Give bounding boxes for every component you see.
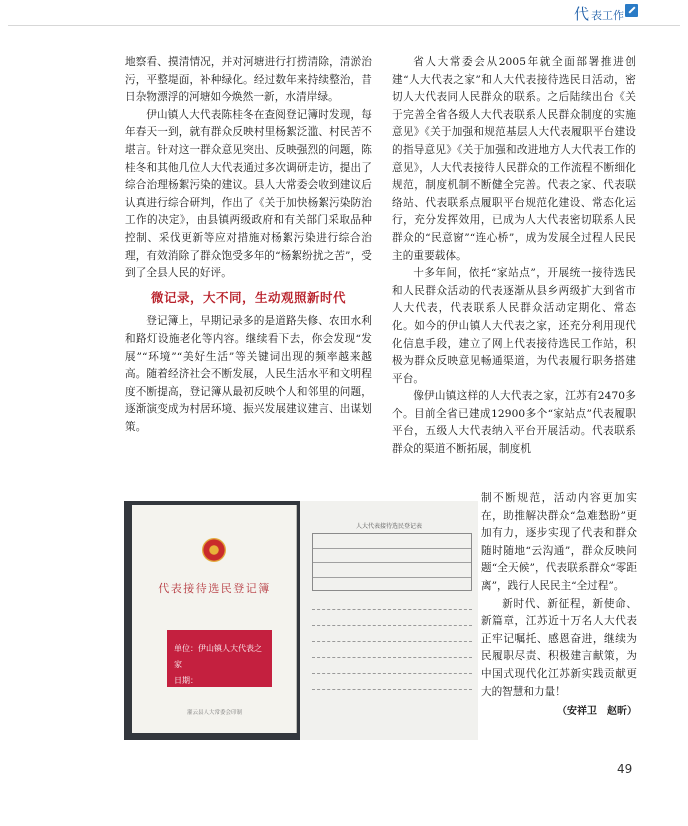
register-form-page <box>300 501 478 740</box>
register-form-title: 人大代表接待选民登记表 <box>355 523 422 530</box>
unit-label: 单位： <box>174 644 198 653</box>
paragraph: 新时代、新征程，新使命、新篇章，江苏近十万名人大代表正牢记嘱托、感恩奋进，继续为民履职尽责、积极建言献策，为中国式现代化江苏新实践贡献更大的智慧和力量！ <box>481 597 637 698</box>
paragraph: 像伊山镇这样的人大代表之家，江苏有2470多个。目前全省已建成12900多个“家站点”代表履职平台，五级人大代表纳入平台开展活动。代表联系群众的渠道不断拓展，制度机 <box>392 390 636 456</box>
book-title: 代表接待选民登记簿 <box>158 582 271 595</box>
section-header-initial: 代 <box>573 5 589 23</box>
handwriting-line <box>312 673 472 674</box>
register-book-photo <box>124 501 478 740</box>
left-column <box>125 54 372 436</box>
handwriting-line <box>312 657 472 658</box>
paragraph: 伊山镇人大代表陈桂冬在查阅登记簿时发现，每年春天一到，就有群众反映村里杨絮泛滥、村民苦不堪言。针对这一群众意见突出、反映强烈的问题，陈桂冬和其他几位人大代表通过多次调研走访，提出了综合治理杨絮污染的建议。县人大常委会收到建议后认真进行综合研判，作出了《关于加快杨絮污染防治工作的决定》，由县镇两级政府和有关部门采取品种控制、采伐更新等应对措施对杨絮污染进行综合治理，有效消除了群众饱受多年的“杨絮纷扰之苦”，受到了全县人民的好评。 <box>125 108 372 280</box>
date-label: 日期： <box>174 676 198 685</box>
paragraph: 十多年间，依托“家站点”，开展统一接待选民和人民群众活动的代表逐渐从县乡两级扩大到省市人大代表，代表联系人民群众活动定期化、常态化。如今的伊山镇人大代表之家，还充分利用现代化信息手段，建立了网上代表接待选民工作站，积极为群众反映意见畅通渠道，为代表履行职务搭建平台。 <box>392 267 636 385</box>
book-publisher: 灌云县人大常委会印制 <box>186 710 242 716</box>
handwriting-line <box>312 625 472 626</box>
handwriting-line <box>312 689 472 690</box>
section-header <box>574 3 624 24</box>
header-divider <box>8 25 680 26</box>
handwriting-line <box>312 609 472 610</box>
paragraph: 省人大常委会从2005年就全面部署推进创建“人大代表之家”和人大代表接待选民日活动，密切人大代表同人民群众的联系。之后陆续出台《关于完善全省各级人大代表联系人民群众制度的实施意见》《关于加强和规范基层人大代表履职平台建设的指导意见》《关于加强和改进地方人大代表工作的意见》，人大代表接待人民群众的工作流程不断细化规范，制度机制不断健全完善。代表之家、代表联络站、代表联系点履职平台规范化建设、常态化运行，充分发挥效用，已成为人大代表密切联系人民群众的“民意窗”“连心桥”，成为发展全过程人民民主的重要载体。 <box>392 56 636 262</box>
register-book-cover <box>132 505 297 733</box>
national-emblem-icon <box>202 538 226 562</box>
section-heading: 微记录，大不同，生动观照新时代 <box>150 289 346 305</box>
paragraph: 制不断规范，活动内容更加实在，助推解决群众“急难愁盼”更加有力，逐步实现了代表和群众随时随地“云沟通”，群众反映问题“全天候”，代表联系群众“零距离”，践行人民民主“全过程”。 <box>481 492 637 592</box>
page-number: 49 <box>617 762 633 776</box>
magazine-page <box>8 0 680 826</box>
author-signature: （安祥卫 赵昕） <box>557 706 637 718</box>
pencil-icon <box>625 4 638 17</box>
wrap-column <box>481 490 637 721</box>
unit-value: 伊山镇人大代表之家 <box>174 644 262 669</box>
section-header-rest: 表工作 <box>591 9 624 22</box>
right-column <box>392 54 636 459</box>
register-form-grid <box>312 533 472 591</box>
paragraph: 登记簿上，早期记录多的是道路失修、农田水利和路灯设施老化等内容。继续看下去，你会发现“发展”“环境”“美好生活”等关键词出现的频率越来越高。随着经济社会不断发展，人民生活水平和文明程度不断提高，登记簿从最初反映个人和邻里的问题，逐渐演变成为村居环境、振兴发展建议建言、出谋划策。 <box>125 315 372 433</box>
handwriting-line <box>312 641 472 642</box>
book-label <box>167 630 272 687</box>
paragraph: 地察看、摸清情况，并对河塘进行打捞清除，清淤治污，平整堤面，补种绿化。经过数年来持续整治，昔日杂物漂浮的河塘如今焕然一新，水清岸绿。 <box>125 56 372 104</box>
